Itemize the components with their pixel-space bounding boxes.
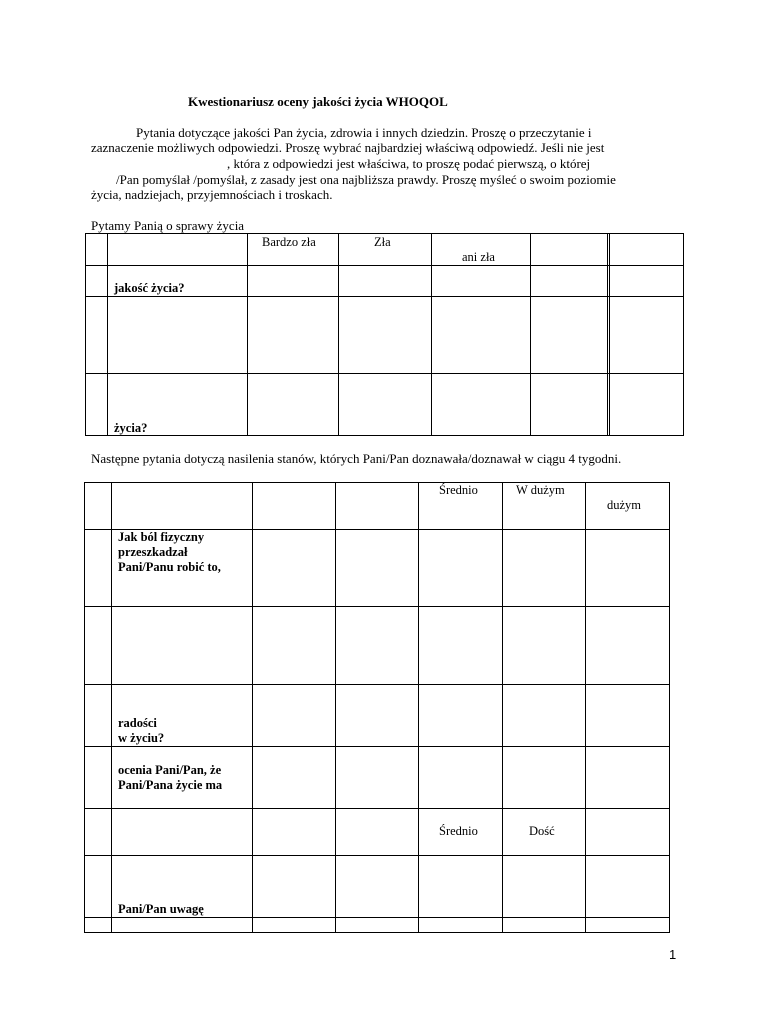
section2-heading: Następne pytania dotyczą nasilenia stanów, których Pani/Pan doznawała/doznawał w ciągu 4 tygodni. [91, 451, 622, 466]
table1-header-zla: Zła [374, 235, 391, 249]
table2-header-srednio: Średnio [439, 483, 478, 497]
table2-q1-line2: przeszkadzał [118, 545, 188, 559]
table1-row1-question: jakość życia? [114, 281, 185, 295]
table2-q3-line2: w życiu? [118, 731, 165, 745]
table2-q1-line1: Jak ból fizyczny [118, 530, 205, 544]
intro-line-1: Pytania dotyczące jakości Pan życia, zdrowia i innych dziedzin. Proszę o przeczytanie i [136, 125, 592, 140]
table2-q5-header-srednio: Średnio [439, 824, 478, 838]
table2-q3-line1: radości [118, 716, 157, 730]
table1-header-ani-zla: ani zła [462, 250, 495, 264]
intro-line-5: życia, nadziejach, przyjemnościach i troskach. [91, 187, 333, 202]
section1-heading: Pytamy Panią o sprawy życia [91, 218, 245, 233]
table2-header-duzym: dużym [607, 498, 642, 512]
intro-line-3: , która z odpowiedzi jest właściwa, to proszę podać pierwszą, o której [227, 156, 591, 171]
table1-row3-question: życia? [114, 421, 148, 435]
table2-q6-question: Pani/Pan uwagę [118, 902, 204, 916]
intro-line-4: /Pan pomyślał /pomyślał, z zasady jest ona najbliższa prawdy. Proszę myśleć o swoim poziomie [116, 172, 616, 187]
table2-q5-header-dosc: Dość [529, 824, 555, 838]
intro-line-2: zaznaczenie możliwych odpowiedzi. Proszę wybrać najbardziej właściwą odpowiedź. Jeśli nie jest [91, 140, 605, 155]
table1-header-bardzo-zla: Bardzo zła [262, 235, 316, 249]
table2-q4-line1: ocenia Pani/Pan, że [118, 763, 222, 777]
table2-q4-line2: Pani/Pana życie ma [118, 778, 223, 792]
table2-header-w-duzym: W dużym [516, 483, 565, 497]
page-number: 1 [669, 947, 677, 962]
document-title: Kwestionariusz oceny jakości życia WHOQOL [188, 94, 448, 109]
table2-q1-line3: Pani/Panu robić to, [118, 560, 221, 574]
